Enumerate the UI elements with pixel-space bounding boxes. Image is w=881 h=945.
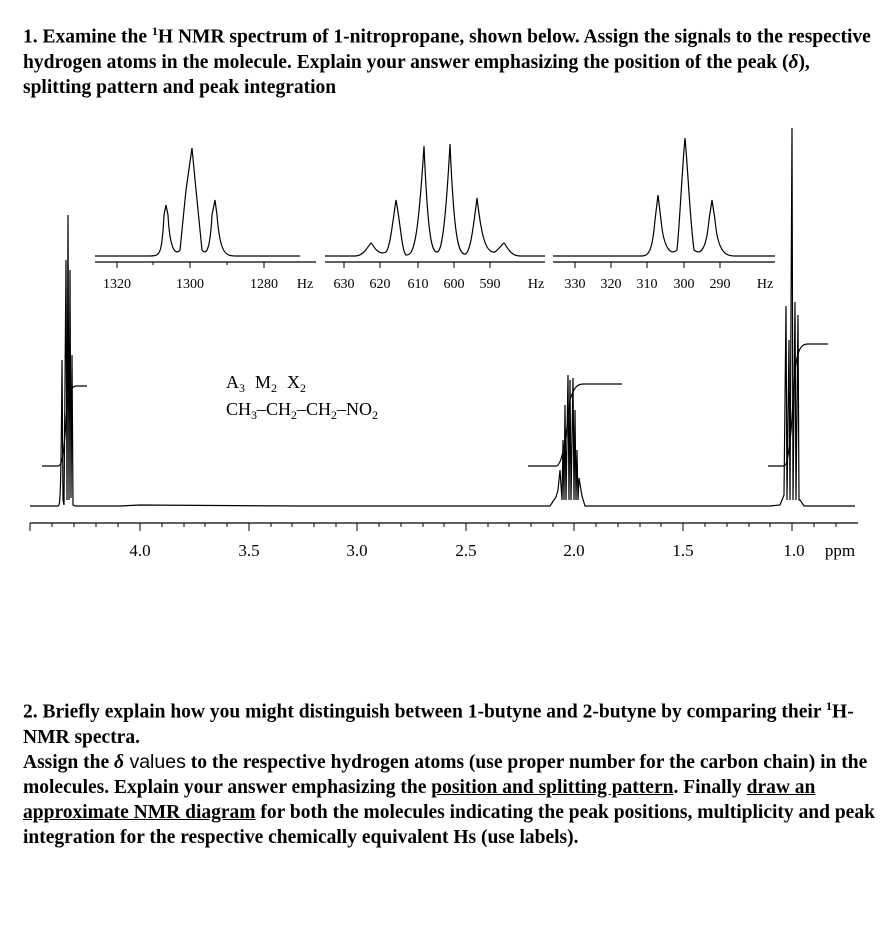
inset-3-tick-label: 330 xyxy=(564,277,586,292)
question-1-text-a: Examine the xyxy=(42,26,152,48)
question-2-values: values xyxy=(124,750,186,773)
question-1-delta: δ xyxy=(788,51,799,73)
question-2-superscript: 1 xyxy=(826,699,833,713)
inset-3-tick-label: 300 xyxy=(673,277,695,292)
question-2-assign-b: to the respective hydrogen atoms (use proper number for the carbon chain) in the molecules. Explain your answer emphasizing the xyxy=(23,751,868,798)
question-1-text-c: ), splitting pattern and peak integration xyxy=(23,51,810,98)
ppm-tick-label: 3.5 xyxy=(238,541,260,560)
ppm-tick-label: 3.0 xyxy=(346,541,368,560)
inset-2-peak-curve xyxy=(325,144,545,256)
question-2-line1-b: H-NMR spectra. xyxy=(23,701,854,748)
question-2-delta: δ xyxy=(114,751,125,773)
inset-1-unit: Hz xyxy=(296,277,314,292)
question-2 xyxy=(23,694,881,850)
inset-2-tick-label: 620 xyxy=(369,277,391,292)
spin-system-labels: $A_3$ $M_2$ $X_2$ xyxy=(226,372,307,395)
inset-1-tick-label: 1320 xyxy=(103,277,131,292)
inset-2-ticks xyxy=(344,262,490,268)
question-2-number: 2. xyxy=(23,701,38,723)
question-2-underline-2: draw an approximate NMR diagram xyxy=(23,776,816,823)
inset-3-tick-label: 310 xyxy=(636,277,658,292)
inset-3-ticks xyxy=(575,262,720,268)
inset-2-tick-label: 590 xyxy=(479,277,501,292)
inset-3-tick-label: 320 xyxy=(600,277,622,292)
question-1-superscript: 1 xyxy=(151,24,158,38)
ppm-tick-label: 2.0 xyxy=(563,541,585,560)
question-2-underline-1: position and splitting pattern xyxy=(431,776,674,798)
question-2-assign-a: Assign the xyxy=(23,751,115,773)
question-2-assign-d: for both the molecules indicating the peak positions, multiplicity and peak integration for the respective chemically equivalent Hs (use labels). xyxy=(23,801,875,848)
inset-2-unit: Hz xyxy=(527,277,545,292)
question-1-text-b: H NMR spectrum of 1-nitropropane, shown below. Assign the signals to the respective hydrogen atoms in the molecule. Explain your answer emphasizing the position of the peak ( xyxy=(23,26,871,73)
ppm-unit-label: ppm xyxy=(824,541,856,560)
ppm-tick-label: 2.5 xyxy=(455,541,477,560)
question-2-line1-a: Briefly explain how you might distinguish between 1-butyne and 2-butyne by comparing their xyxy=(42,701,827,723)
question-1-number: 1. xyxy=(23,26,38,48)
inset-3-peak-curve xyxy=(553,138,775,256)
inset-1-tick-label: 1300 xyxy=(176,277,204,292)
ppm-tick-label: 1.5 xyxy=(672,541,694,560)
question-2-assign-c: . Finally xyxy=(673,776,747,798)
ppm-tick-label: 4.0 xyxy=(129,541,151,560)
main-spectrum-trace xyxy=(30,128,855,506)
inset-2-tick-label: 610 xyxy=(407,277,429,292)
inset-2-tick-label: 630 xyxy=(333,277,355,292)
ppm-tick-label: 1.0 xyxy=(783,541,805,560)
inset-1-peak-curve xyxy=(95,148,300,256)
inset-2-tick-label: 600 xyxy=(443,277,465,292)
ppm-axis-ticks xyxy=(30,523,836,531)
inset-1-ticks xyxy=(117,262,264,268)
nitropropane-structure: $CH_3-CH_2-CH_2-NO_2$ xyxy=(226,399,379,422)
inset-3-unit: Hz xyxy=(756,277,774,292)
inset-3-tick-label: 290 xyxy=(709,277,731,292)
inset-1-tick-label: 1280 xyxy=(250,277,278,292)
